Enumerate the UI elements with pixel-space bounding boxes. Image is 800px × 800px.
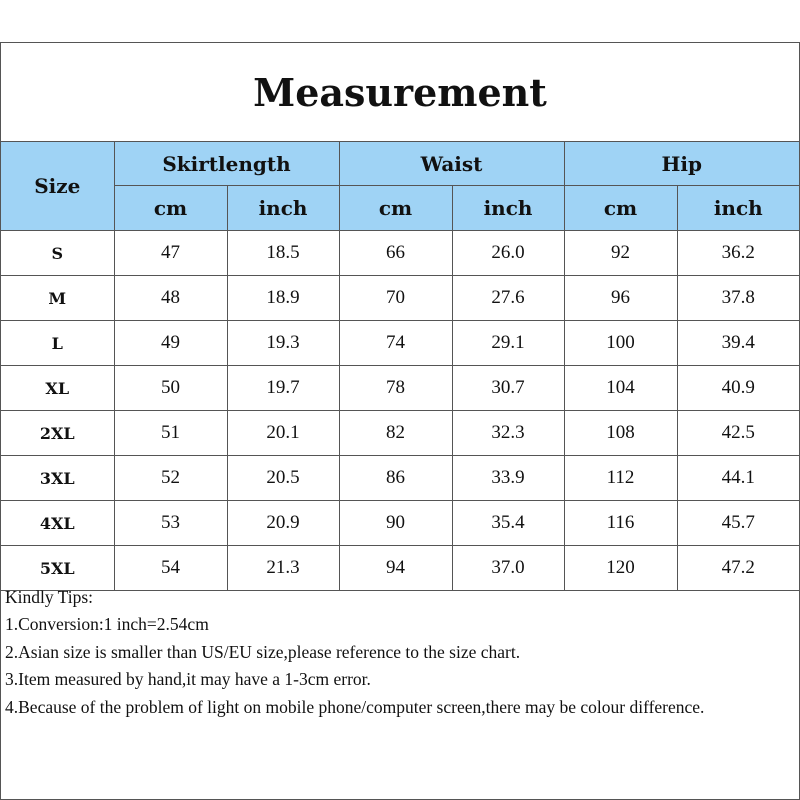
- measurement-cell: 92: [564, 231, 677, 276]
- table-row: [1, 321, 799, 366]
- measurement-cell: 37.8: [677, 276, 799, 321]
- measurement-cell: 18.5: [227, 231, 339, 276]
- page-title: Measurement: [1, 43, 799, 142]
- measurement-cell: 70: [339, 276, 452, 321]
- measurement-cell: 100: [564, 321, 677, 366]
- measurement-cell: 35.4: [452, 501, 564, 546]
- measurement-cell: 32.3: [452, 411, 564, 456]
- table-row: [1, 276, 799, 321]
- measurement-cell: 20.9: [227, 501, 339, 546]
- measurement-cell: 19.3: [227, 321, 339, 366]
- measurement-cell: 20.5: [227, 456, 339, 501]
- measurement-cell: 120: [564, 546, 677, 591]
- tip-item: 1.Conversion:1 inch=2.54cm: [5, 614, 209, 635]
- table-row: [1, 411, 799, 456]
- measurement-cell: 30.7: [452, 366, 564, 411]
- unit-header: inch: [452, 186, 564, 231]
- measurement-cell: 82: [339, 411, 452, 456]
- header-row-units: [1, 186, 799, 231]
- measurement-cell: 53: [114, 501, 227, 546]
- measurement-cell: 39.4: [677, 321, 799, 366]
- size-header: Size: [1, 142, 114, 231]
- measurement-cell: 51: [114, 411, 227, 456]
- waist-header: Waist: [339, 142, 564, 186]
- unit-header: cm: [114, 186, 227, 231]
- measurement-cell: 108: [564, 411, 677, 456]
- hip-header: Hip: [564, 142, 799, 186]
- header-row-groups: [1, 142, 799, 186]
- measurement-cell: 48: [114, 276, 227, 321]
- measurement-cell: 86: [339, 456, 452, 501]
- measurement-cell: 104: [564, 366, 677, 411]
- tip-item: 3.Item measured by hand,it may have a 1-3cm error.: [5, 669, 371, 690]
- size-cell: 2XL: [1, 411, 114, 456]
- measurement-cell: 40.9: [677, 366, 799, 411]
- size-cell: S: [1, 231, 114, 276]
- measurement-cell: 33.9: [452, 456, 564, 501]
- measurement-cell: 42.5: [677, 411, 799, 456]
- measurement-cell: 94: [339, 546, 452, 591]
- tip-item: 2.Asian size is smaller than US/EU size,please reference to the size chart.: [5, 641, 521, 662]
- measurement-cell: 21.3: [227, 546, 339, 591]
- measurement-table: [1, 141, 799, 591]
- measurement-cell: 20.1: [227, 411, 339, 456]
- table-row: [1, 456, 799, 501]
- measurement-cell: 49: [114, 321, 227, 366]
- size-cell: M: [1, 276, 114, 321]
- measurement-cell: 54: [114, 546, 227, 591]
- measurement-cell: 47: [114, 231, 227, 276]
- measurement-cell: 78: [339, 366, 452, 411]
- tips-heading: Kindly Tips:: [5, 587, 94, 607]
- size-cell: 3XL: [1, 456, 114, 501]
- measurement-cell: 44.1: [677, 456, 799, 501]
- unit-header: inch: [677, 186, 799, 231]
- size-cell: XL: [1, 366, 114, 411]
- measurement-cell: 19.7: [227, 366, 339, 411]
- unit-header: cm: [564, 186, 677, 231]
- size-cell: 4XL: [1, 501, 114, 546]
- measurement-cell: 74: [339, 321, 452, 366]
- measurement-cell: 90: [339, 501, 452, 546]
- measurement-cell: 26.0: [452, 231, 564, 276]
- measurement-cell: 29.1: [452, 321, 564, 366]
- size-chart: [0, 42, 800, 800]
- measurement-cell: 47.2: [677, 546, 799, 591]
- size-cell: L: [1, 321, 114, 366]
- measurement-cell: 45.7: [677, 501, 799, 546]
- kindly-tips: [5, 584, 785, 721]
- measurement-cell: 36.2: [677, 231, 799, 276]
- measurement-cell: 37.0: [452, 546, 564, 591]
- measurement-cell: 27.6: [452, 276, 564, 321]
- table-row: [1, 501, 799, 546]
- table-row: [1, 231, 799, 276]
- measurement-cell: 96: [564, 276, 677, 321]
- skirtlength-header: Skirtlength: [114, 142, 339, 186]
- measurement-cell: 50: [114, 366, 227, 411]
- measurement-cell: 112: [564, 456, 677, 501]
- tip-item: 4.Because of the problem of light on mobile phone/computer screen,there may be colour difference.: [5, 696, 705, 717]
- unit-header: cm: [339, 186, 452, 231]
- table-row: [1, 366, 799, 411]
- measurement-cell: 116: [564, 501, 677, 546]
- unit-header: inch: [227, 186, 339, 231]
- size-cell: 5XL: [1, 546, 114, 591]
- measurement-cell: 18.9: [227, 276, 339, 321]
- measurement-cell: 52: [114, 456, 227, 501]
- measurement-cell: 66: [339, 231, 452, 276]
